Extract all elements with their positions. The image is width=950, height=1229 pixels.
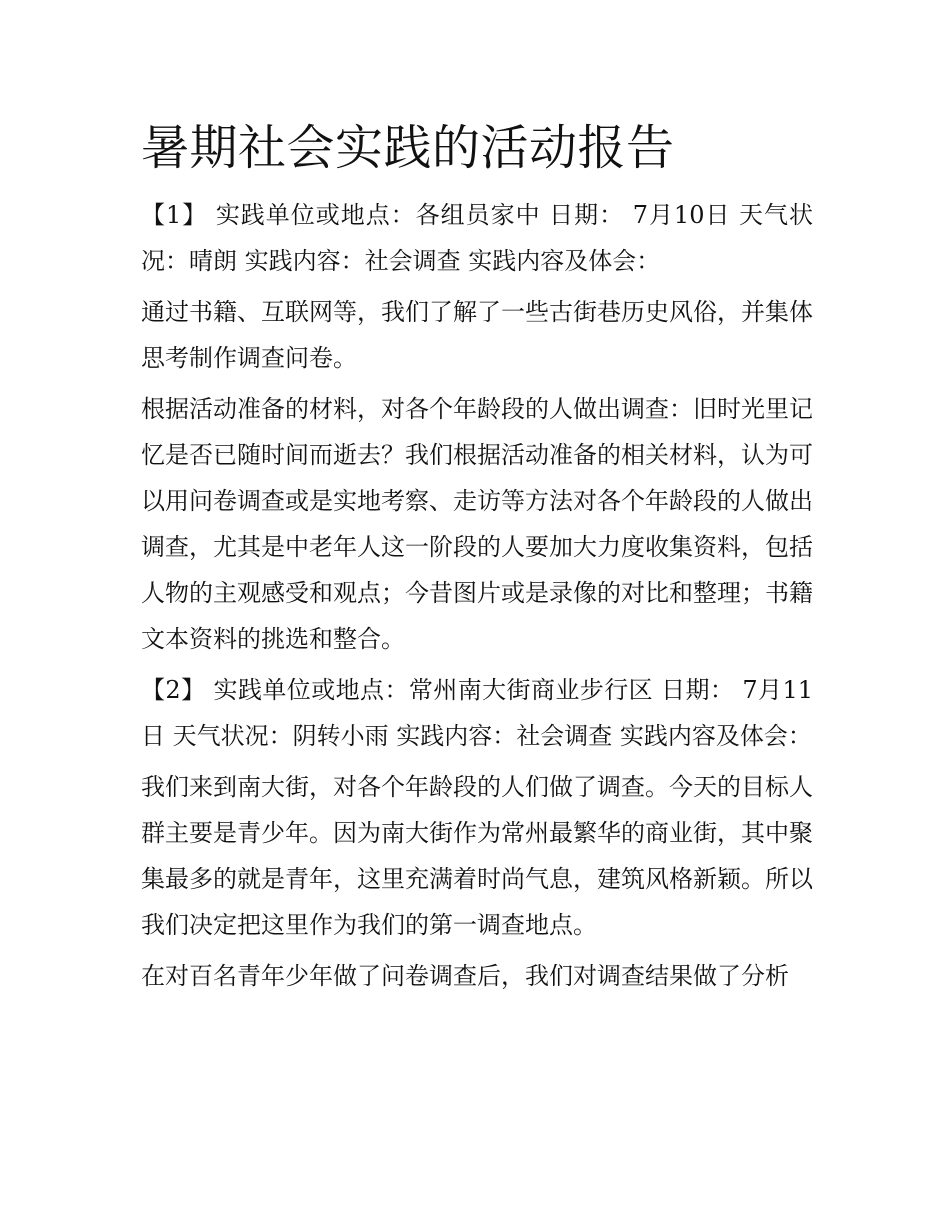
document-body	[141, 114, 813, 1004]
paragraph-practice-1-header: 【1】 实践单位或地点：各组员家中 日期： 7月10日 天气状况：晴朗 实践内容：社会调查 实践内容及体会：	[141, 201, 813, 275]
paragraph-practice-1-survey: 根据活动准备的材料，对各个年龄段的人做出调查：旧时光里记忆是否已随时间而逝去？我们根据活动准备的相关材料，认为可以用问卷调查或是实地考察、走访等方法对各个年龄段的人做出调查，尤其是中老年人这一阶段的人要加大力度收集资料，包括人物的主观感受和观点；今昔图片或是录像的对比和整理；书籍文本资料的挑选和整合。	[141, 395, 813, 653]
paragraph-practice-1-preparation: 通过书籍、互联网等，我们了解了一些古街巷历史风俗，并集体思考制作调查问卷。	[141, 298, 813, 372]
paragraph-practice-2-header: 【2】 实践单位或地点：常州南大街商业步行区 日期： 7月11日 天气状况：阴转小雨 实践内容：社会调查 实践内容及体会：	[141, 676, 813, 750]
paragraph-practice-2-analysis: 在对百名青年少年做了问卷调查后，我们对调查结果做了分析	[141, 962, 789, 990]
document-title: 暑期社会实践的活动报告	[141, 120, 675, 176]
paragraph-practice-2-nandajie: 我们来到南大街，对各个年龄段的人们做了调查。今天的目标人群主要是青少年。因为南大街作为常州最繁华的商业街，其中聚集最多的就是青年，这里充满着时尚气息，建筑风格新颖。所以我们决定把这里作为我们的第一调查地点。	[141, 773, 813, 939]
